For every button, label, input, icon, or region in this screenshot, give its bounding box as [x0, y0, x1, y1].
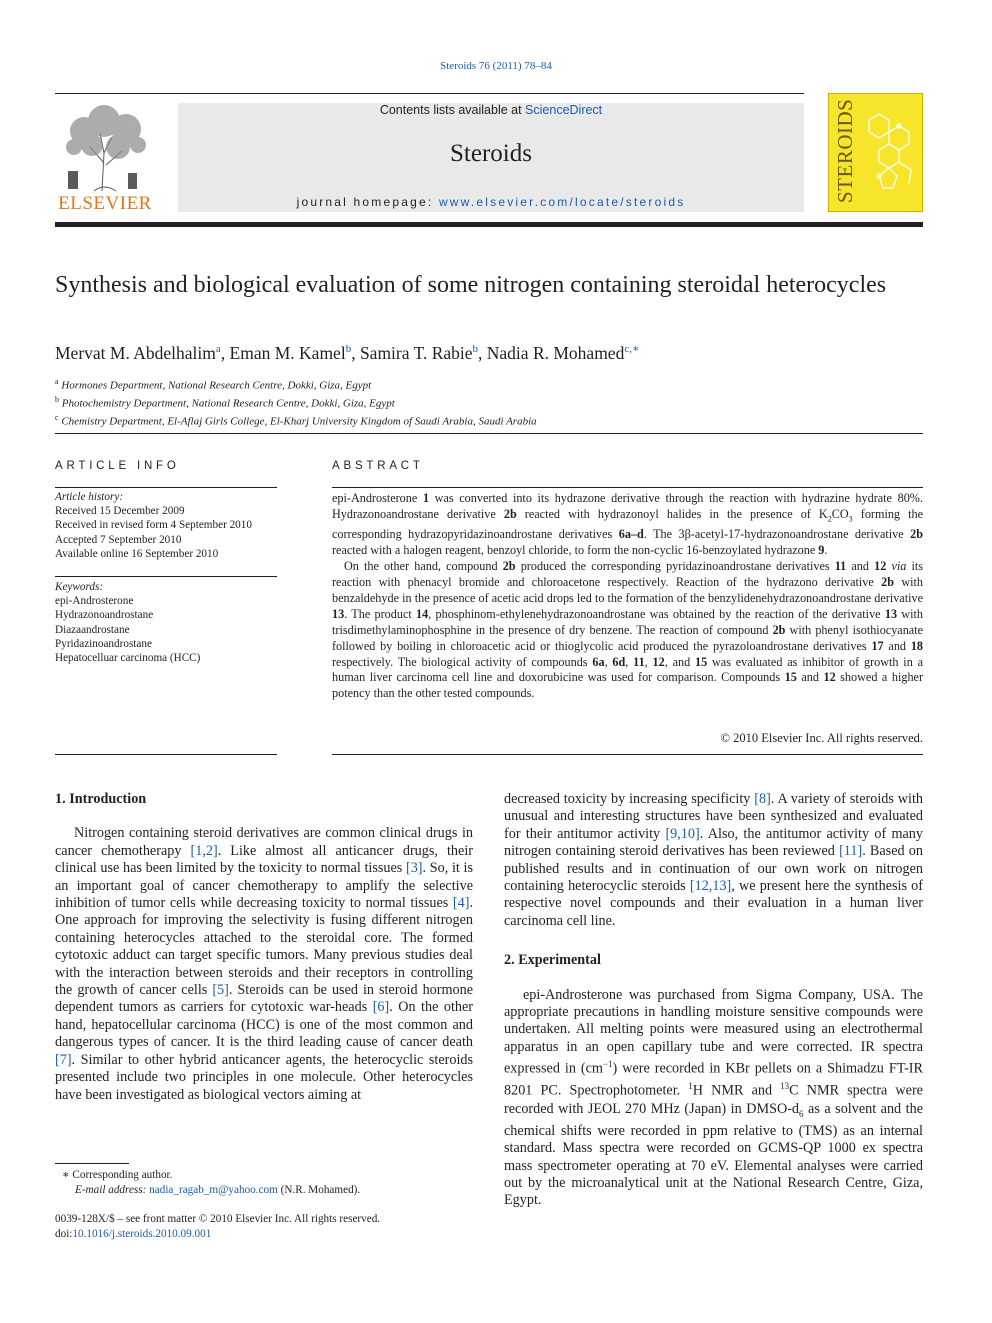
- keyword-item: Pyridazinoandrostane: [55, 637, 152, 650]
- right-column: [504, 791, 923, 1210]
- section-heading-introduction: 1. Introduction: [55, 791, 147, 807]
- journal-cover-thumbnail: [828, 93, 923, 212]
- header-thick-rule: [55, 222, 923, 227]
- reference-link[interactable]: [8]: [754, 791, 771, 807]
- reference-link[interactable]: [6]: [372, 999, 390, 1016]
- abstract-bottom-rule: [332, 754, 923, 755]
- author-affil-ref[interactable]: b: [472, 343, 479, 355]
- issn-line: 0039-128X/$ – see front matter © 2010 Elsevier Inc. All rights reserved.: [55, 1213, 381, 1225]
- history-item: Received in revised form 4 September 2010: [55, 519, 252, 532]
- steroid-structure-graphic: [859, 100, 919, 204]
- history-item: Accepted 7 September 2010: [55, 533, 182, 546]
- keyword-item: Hepatocelluar carcinoma (HCC): [55, 652, 201, 665]
- reference-link[interactable]: [9,10]: [665, 825, 700, 842]
- reference-link[interactable]: [5]: [212, 982, 229, 999]
- body-paragraph: decreased toxicity by increasing specificity [8]. A variety of steroids with unusual and interesting structures have been synthesized and evaluated for their antitumor activity [9,10]. Also, the antitumor activity of many nitrogen containing steroid derivatives has been reviewed [11]. Based on published results and in continuation of our own work on nitrogen containing heterocyclic steroids [12,13], we present here the synthesis of respective novel compounds and their evaluation in a human liver carcinoma cell line.: [504, 791, 923, 929]
- affiliation-item: $^a$ Hormones Department, National Research Centre, Dokki, Giza, Egypt: [55, 377, 372, 392]
- contents-available-line: Contents lists available at ScienceDirect: [379, 103, 603, 117]
- doi-link[interactable]: 10.1016/j.steroids.2010.09.001: [72, 1227, 212, 1240]
- author-name[interactable]: Samira T. Rabie: [359, 342, 473, 363]
- corresponding-author-note: ∗ Corresponding author. E-mail address: nadia_ragab_m@yahoo.com (N.R. Mohamed).: [62, 1169, 361, 1196]
- keywords-rule: [55, 576, 277, 577]
- history-item: Available online 16 September 2010: [55, 547, 219, 560]
- author-affil-ref[interactable]: a: [215, 343, 221, 355]
- author-name[interactable]: Nadia R. Mohamed: [486, 342, 625, 363]
- reference-link[interactable]: [12,13]: [689, 878, 732, 895]
- keyword-item: epi-Androsterone: [55, 595, 134, 608]
- article-title: Synthesis and biological evaluation of some nitrogen containing steroidal heterocycles: [55, 272, 887, 298]
- affiliations: [55, 375, 923, 429]
- article-info-bottom-rule: [55, 754, 277, 755]
- article-history: [55, 490, 277, 561]
- author-name[interactable]: Mervat M. Abdelhalim: [55, 342, 216, 363]
- journal-name: Steroids: [450, 140, 532, 167]
- keywords-label: Keywords:: [55, 581, 104, 593]
- journal-citation[interactable]: [0, 60, 992, 72]
- author-affil-ref[interactable]: b: [345, 343, 352, 355]
- issn-block: [55, 1212, 475, 1241]
- cover-journal-title: STEROIDS: [833, 98, 857, 203]
- body-paragraph: Nitrogen containing steroid derivatives are common clinical drugs in cancer chemotherapy [1,2]. Like almost all anticancer drugs, their clinical use has been limited by the toxicity to normal tissues [3]. So, it is an important goal of cancer chemotherapy to amplify the selective inhibition of tumor cells while decreasing toxicity to normal tissues [4]. One approach for improving the selectivity is fusing different nitrogen containing heterocycles attached to the steroidal core. The formed cytotoxic adduct can target specific tumors. Many previous studies deal with the interaction between steroids and their receptors in controlling the growth of cancer cells [5]. Steroids can be used in steroid hormone dependent tumors as carriers for cytotoxic war-heads [6]. On the other hand, hepatocellular carcinoma (HCC) is one of the most common and dangerous types of cancer. It is the third leading cause of cancer death [7]. Similar to other hybrid anticancer agents, the heterocyclic steroids presented include two principles in one molecule. Other heterocycles have been investigated as biological vectors aiming at: [55, 825, 474, 1103]
- doi-line: doi:10.1016/j.steroids.2010.09.001: [55, 1227, 212, 1240]
- article-info-rule: [55, 487, 277, 488]
- keywords-block: [55, 580, 277, 665]
- history-label: Article history:: [55, 491, 124, 503]
- email-link[interactable]: nadia_ragab_m@yahoo.com: [149, 1183, 278, 1196]
- abstract-paragraph: On the other hand, compound 2b produced the corresponding pyridazinoandrostane derivatives 11 and 12 via its reaction with phenacyl bromide and chloroacetone respectively. Reaction of the hydrazono derivative 2b with benzaldehyde in the presence of acetic acid drops led to the formation of the benzylidenehydrazonoandrostane derivative 13. The product 14, phosphinom-ethylenehydrazonoandrostane was obtained by the reaction of the derivative 13 with trisdimethylaminophosphine in the presence of dry benzene. The reaction of compound 2b with phenyl isothiocyanate followed by boiling in chloroacetic acid or thioglycolic acid produced the pyrazoloandrostane derivatives 17 and 18 respectively. The biological activity of compounds 6a, 6d, 11, 12, and 15 was evaluated as inhibitor of growth in a human liver carcinoma cell line and doxorubicine was used for comparison. Compounds 15 and 12 showed a higher potency than the other tested compounds.: [332, 559, 924, 701]
- reference-link[interactable]: [4]: [452, 895, 470, 912]
- section-heading-experimental: 2. Experimental: [504, 952, 601, 969]
- author-affil-ref[interactable]: c,∗: [624, 343, 640, 355]
- affiliation-rule: [55, 433, 923, 434]
- keyword-item: Hydrazonoandrostane: [55, 609, 154, 622]
- author-name[interactable]: Eman M. Kamel: [229, 342, 346, 363]
- history-item: Received 15 December 2009: [55, 505, 185, 518]
- affiliation-item: $^c$ Chemistry Department, El-Aflaj Girls College, El-Kharj University Kingdom of Saudi Arabia, Saudi Arabia: [55, 412, 537, 428]
- abstract-copyright: © 2010 Elsevier Inc. All rights reserved.: [720, 731, 923, 745]
- abstract-rule: [332, 487, 923, 488]
- abstract-paragraph: epi-Androsterone 1 was converted into its hydrazone derivative through the reaction with hydrazine hydrate 80%. Hydrazonoandrostane derivative 2b reacted with hydrazonoyl halides in the presence of $K_2CO_3$ forming the corresponding hydrazopyridazinoandrostane derivatives 6a–d. The 3β-acetyl-17-hydrazonoandrostane derivative 2b reacted with a halogen reagent, benzoyl chloride, to form the non-cyclic 16-benzoylated hydrazone 9.: [332, 491, 923, 558]
- author-list: Mervat M. Abdelhalim$^a$, Eman M. Kamel$^b$, Samira T. Rabie$^b$, Nadia R. Mohamed$^{c,∗}$: [55, 342, 640, 363]
- header-top-rule: [55, 93, 804, 94]
- reference-link[interactable]: [3]: [405, 860, 423, 877]
- abstract-heading: ABSTRACT: [332, 460, 424, 472]
- left-column: [55, 791, 473, 1104]
- reference-link[interactable]: [11]: [839, 843, 863, 860]
- keyword-item: Diazaandrostane: [55, 623, 130, 636]
- reference-link[interactable]: [1,2]: [190, 842, 218, 859]
- elsevier-logo-text: ELSEVIER: [58, 193, 152, 214]
- footnote-rule: [55, 1163, 129, 1164]
- abstract-body: [332, 491, 923, 702]
- citation-link[interactable]: Steroids 76 (2011) 78–84: [440, 60, 552, 72]
- reference-link[interactable]: [7]: [55, 1051, 72, 1068]
- homepage-link[interactable]: www.elsevier.com/locate/steroids: [438, 195, 686, 209]
- body-paragraph: epi-Androsterone was purchased from Sigma Company, USA. The appropriate precautions in handling moisture sensitive compounds were undertaken. All melting points were measured using an electrothermal apparatus in an open capillary tube and were corrected. IR spectra expressed in $(cm^{-1})$ were recorded in KBr pellets on a Shimadzu FT-IR 8201 PC. Spectrophotometer. $^1$H NMR and $^{13}$C NMR spectra were recorded with JEOL 270 MHz (Japan) in DMSO-$d_6$ as a solvent and the chemical shifts were recorded in ppm relative to (TMS) as an internal standard. Mass spectra were recorded on GCMS-QP 1000 ex spectra mass spectrometer operating at 70 eV. Elemental analyses were carried out by the microanalytical unit at the National Research Centre, Giza, Egypt.: [504, 986, 923, 1209]
- affiliation-item: $^b$ Photochemistry Department, National Research Centre, Dokki, Giza, Egypt: [55, 394, 395, 410]
- journal-homepage-line: journal homepage: www.elsevier.com/locate/steroids: [296, 195, 686, 209]
- sciencedirect-link[interactable]: ScienceDirect: [525, 103, 603, 117]
- article-info-heading: ARTICLE INFO: [55, 460, 180, 472]
